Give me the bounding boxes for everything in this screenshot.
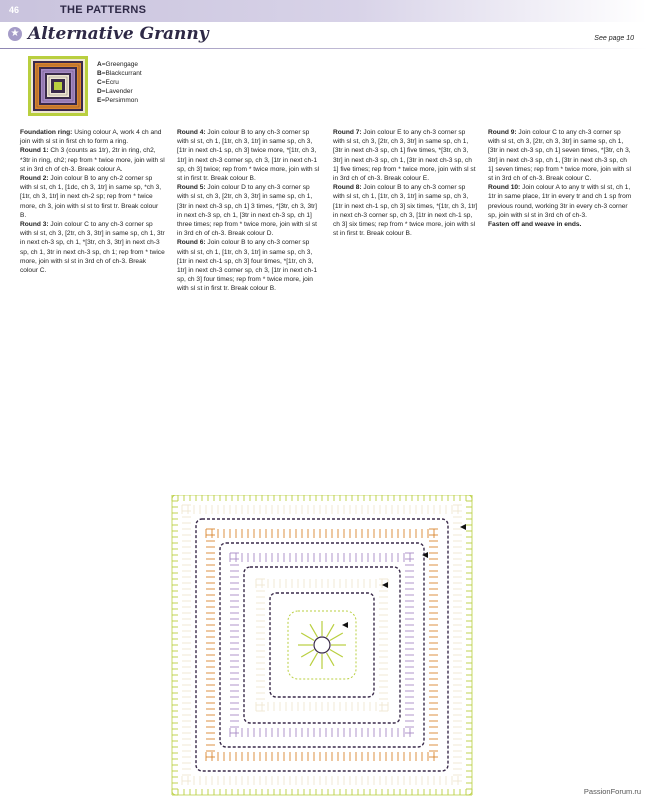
border-round xyxy=(172,495,472,795)
legend-item: D=Lavender xyxy=(97,88,133,95)
page-number: 46 xyxy=(9,5,20,15)
round-1-treble xyxy=(330,633,343,641)
instructions-column-3 xyxy=(333,128,478,238)
granny-square-photo xyxy=(28,56,88,116)
chain-round xyxy=(220,543,424,747)
round-8: Round 8: Join colour B to any ch-3 corner sp with sl st, ch 1, [1tr, ch 3, 1tr] in same sp, ch 3, [1tr in next ch-1 sp, ch 3] six times, *[1tr, ch 3, 1tr] in next ch-3 corner sp, ch 3, [1tr in next ch-1 sp, ch 3] six times; rep from * twice more, join with sl st in first tr. Break colour B. xyxy=(333,184,478,238)
round-2: Round 2: Join colour B to any ch-2 corner sp with sl st, ch 1, [1dc, ch 3, 1tr] in same sp, *ch 3, [1tr, ch 3, 1tr] in next ch-2 sp; rep from * twice more, ch 3, join with sl st to first tr. Break colour B. xyxy=(20,175,162,219)
round-1-treble xyxy=(330,650,343,658)
title-rule xyxy=(0,48,647,49)
header-bar xyxy=(0,0,647,22)
instructions-column-1 xyxy=(20,128,165,275)
chain-round xyxy=(244,567,400,723)
round-1-treble xyxy=(327,653,335,666)
fasten-off-note: Fasten off and weave in ends. xyxy=(488,221,582,229)
crochet-chart-diagram xyxy=(165,495,480,805)
colour-legend xyxy=(97,60,142,105)
round-1-treble xyxy=(310,653,318,666)
foundation-ring xyxy=(314,637,330,653)
round-9: Round 9: Join colour C to any ch-3 corner sp with sl st, ch 3, [2tr, ch 3, 3tr] in same sp, ch 1, [3tr in next ch-3 sp, ch 1] seven times, *[3tr, ch 3, 3tr] in next ch-3 sp, ch 1, [3tr in next ch-3 sp, ch 1] seven times; rep from * twice more, join with sl st in 3rd ch of ch-3. Break colour C. xyxy=(488,129,631,183)
foundation-ring: Foundation ring: Using colour A, work 4 ch and join with sl st in first ch to form a ring. xyxy=(20,129,162,146)
round-1: Round 1: Ch 3 (counts as 1tr), 2tr in ring, ch2, *3tr in ring, ch2; rep from * twice more, join with sl st in 3rd ch of ch-3. Break colour A. xyxy=(20,147,165,173)
round-4: Round 4: Join colour B to any ch-3 corner sp with sl st, ch 1, [1tr, ch 3, 1tr] in same sp, ch 3, [1tr in next ch-1 sp, ch 3] twice more, *[1tr, ch 3, 1tr] in next ch-3 corner sp, ch 3, [1tr in next ch-1 sp, ch 3] twice; rep from * twice more, join with sl st in first tr. Break colour B. xyxy=(177,129,320,183)
section-title: THE PATTERNS xyxy=(60,4,147,16)
round-1-treble xyxy=(310,624,318,637)
watermark: PassionForum.ru xyxy=(583,787,641,796)
legend-item: E=Persimmon xyxy=(97,97,139,104)
round-1-treble xyxy=(301,650,314,658)
round-1-treble xyxy=(301,633,314,641)
chain-round xyxy=(270,593,374,697)
join-arrow xyxy=(422,552,428,558)
pattern-title: Alternative Granny xyxy=(28,24,209,44)
round-1-treble xyxy=(327,624,335,637)
round-7: Round 7: Join colour E to any ch-3 corner sp with sl st, ch 3, [2tr, ch 3, 3tr] in same sp, ch 1, [3tr in next ch-3 sp, ch 1] five times, *[3tr, ch 3, 3tr] in next ch-3 sp, ch 1, [3tr in next ch-3 sp, ch 1] five times; rep from * twice more, join with sl st in 3rd ch of ch-3. Break colour E. xyxy=(333,129,476,183)
see-page-reference: See page 10 xyxy=(594,35,634,42)
join-arrow xyxy=(382,582,388,588)
round-6: Round 6: Join colour B to any ch-3 corner sp with sl st, ch 1, [1tr, ch 3, 1tr] in same sp, ch 3, [1tr in next ch-1 sp, ch 3] four times, *[1tr, ch 3, 1tr] in next ch-3 corner sp, ch 3, [1tr in next ch-1 sp, ch 3] four times; rep from * twice more, join with sl st in first tr. Break colour B. xyxy=(177,239,317,293)
legend-item: A=Greengage xyxy=(97,61,139,68)
round-3: Round 3: Join colour C to any ch-3 corner sp with sl st, ch 3, [2tr, ch 3, 3tr] in same sp, ch 1, 3tr in next ch-3 sp, ch 1, *[3tr, ch 3, 3tr] in next ch-3 sp, ch 1, 3tr in next ch-3 sp, ch 1; rep from * twice more, join with sl st in 3rd ch of ch-3. Break colour C. xyxy=(20,221,165,275)
instructions-column-4 xyxy=(488,128,633,229)
instructions xyxy=(20,128,632,353)
star-icon: ★ xyxy=(8,27,22,41)
legend-item: B=Blackcurrant xyxy=(97,70,142,77)
pattern-title-row xyxy=(0,26,647,50)
legend-item: C=Ecru xyxy=(97,79,119,86)
join-arrow xyxy=(342,622,348,628)
round-5: Round 5: Join colour D to any ch-3 corner sp with sl st, ch 3, [2tr, ch 3, 3tr] in same sp, ch 1, [3tr in next ch-3 sp, ch 1] 3 times, *[3tr, ch 3, 3tr] in next ch-3 sp, ch 1, [3tr in next ch-3 sp, ch 1] three times; rep from * twice more, join with sl st in 3rd ch of ch-3. Break colour D. xyxy=(177,184,317,238)
round-10: Round 10: Join colour A to any tr with sl st, ch 1, 1tr in same place, 1tr in every tr and ch 1 sp from previous round, working 3tr in every ch-3 corner sp, join with sl st in 3rd ch of ch-3. xyxy=(488,184,632,219)
instructions-column-2 xyxy=(177,128,322,294)
